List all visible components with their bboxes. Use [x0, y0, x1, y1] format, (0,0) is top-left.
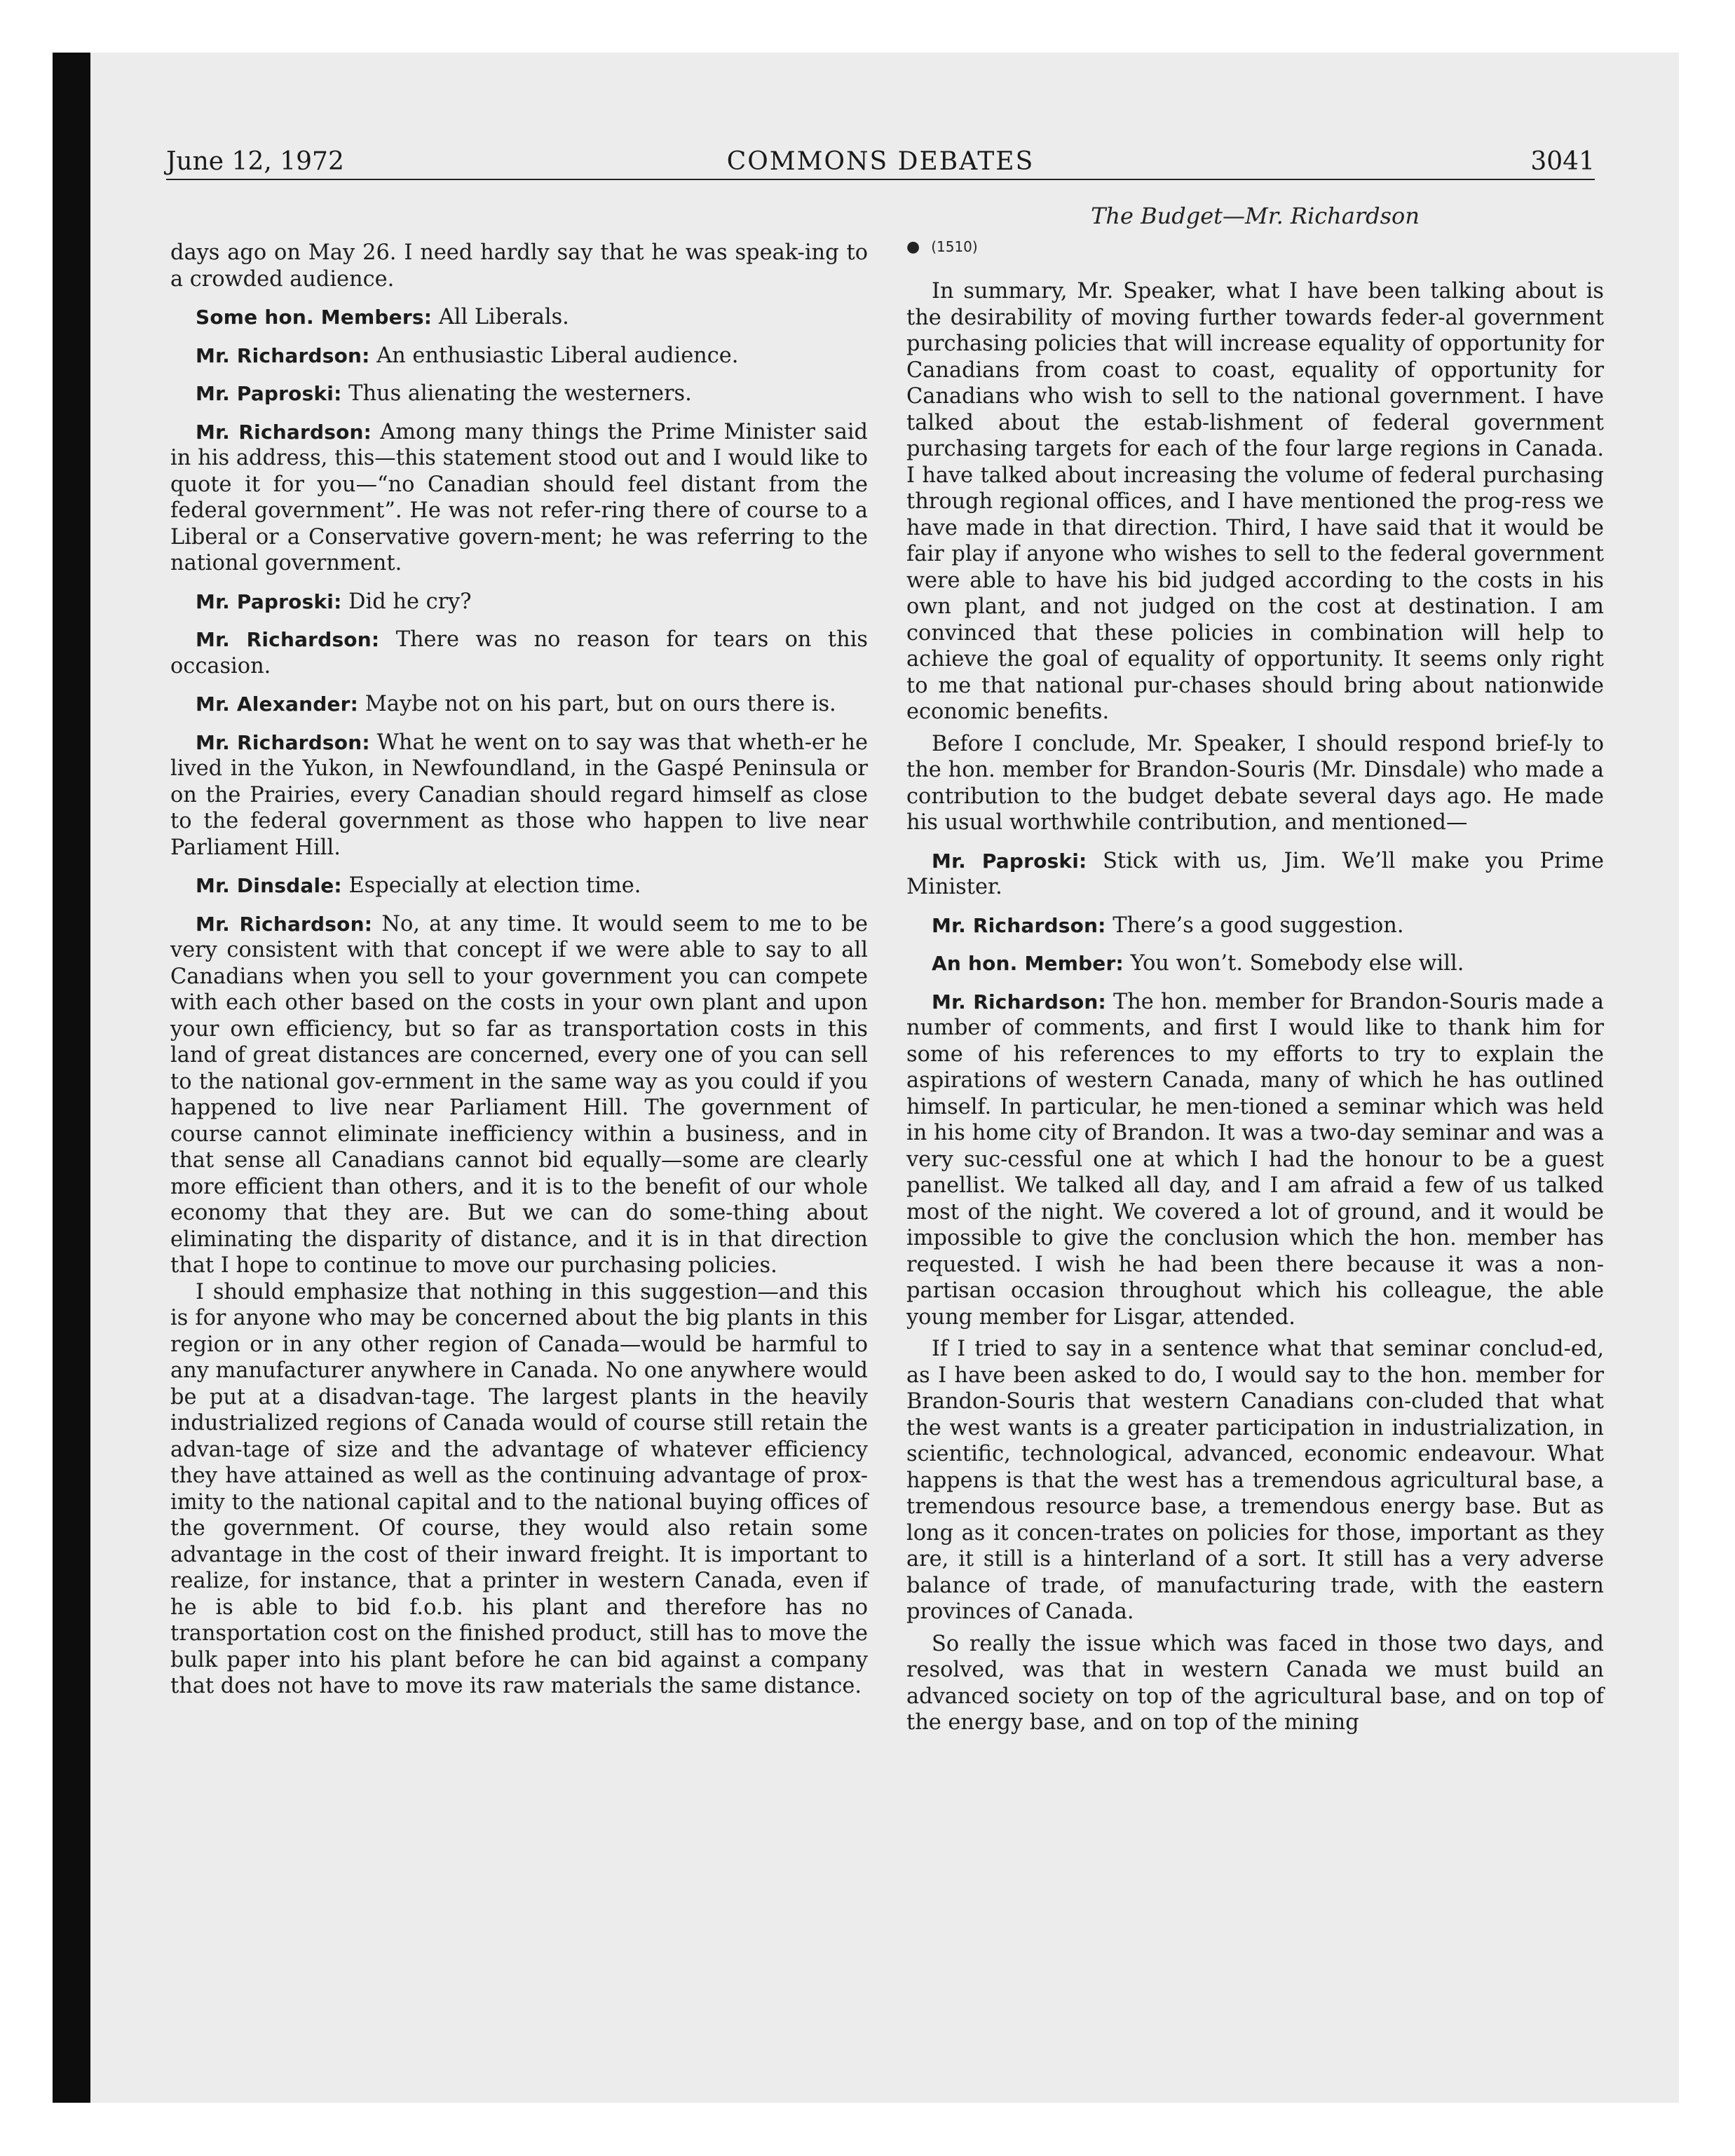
paragraph: I should emphasize that nothing in this suggestion—and this is for anyone who may be concerned about the big plants in this region or in any other region of Canada—would be harmful to any manufacturer anywhere in Canada. No one anywhere would be put at a disadvan-tage. The largest plants in the heavily industrialized regions of Canada would of course still retain the advan-tage of size and the advantage of whatever efficiency they have attained as well as the continuing advantage of prox-imity to the national capital and to the national buying offices of the government. Of course, they would also retain some advantage in the cost of their inward freight. It is important to realize, for instance, that a printer in western Canada, even if he is able to bid f.o.b. his plant and therefore has no transportation cost on the finished product, still has to move the bulk paper into his plant before he can bid against a company that does not have to move its raw materials the same distance. — [170, 1279, 868, 1698]
speaker-paragraph: Some hon. Members: All Liberals. — [196, 305, 569, 329]
time-marker-text: (1510) — [931, 238, 978, 255]
speaker-name: Mr. Paproski: — [196, 589, 342, 613]
speaker-name: Mr. Richardson: — [932, 913, 1106, 937]
paragraph: Before I conclude, Mr. Speaker, I should respond brief-ly to the hon. member for Brandon-Souris (Mr. Dinsdale) who made a contribution to the budget debate several days ago. He made his usual worthwhile contribution, and mentioned— — [906, 731, 1604, 835]
speaker-name: Mr. Richardson: — [932, 990, 1106, 1014]
speaker-paragraph: Mr. Richardson: The hon. member for Brandon-Souris made a number of comments, and first I would like to thank him for some of his references to my efforts to try to explain the aspirations of western Canada, many of which he has outlined himself. In particular, he men-tioned a seminar which was held in his home city of Brandon. It was a two-day seminar and was a very suc-cessful one at which I had the honour to be a guest panellist. We talked all day, and I am afraid a few of us talked most of the night. We covered a lot of ground, and it would be impossible to give the conclusion which the hon. member has requested. I wish he had been there because it was a non-partisan occasion throughout which his colleague, the able young member for Lisgar, attended. — [906, 989, 1604, 1330]
paragraph: days ago on May 26. I need hardly say that he was speak-ing to a crowded audience. — [170, 240, 868, 292]
speaker-name: Mr. Richardson: — [196, 343, 370, 367]
paragraph: So really the issue which was faced in those two days, and resolved, was that in western Canada we must build an advanced society on top of the agricultural base, and on top of the energy base, and on top of the mining — [906, 1631, 1604, 1735]
header-title: COMMONS DEBATES — [726, 147, 1035, 176]
page-header — [166, 144, 1595, 180]
speaker-name: Mr. Richardson: — [196, 912, 373, 936]
speaker-paragraph: Mr. Richardson: There’s a good suggestion. — [932, 913, 1404, 938]
left-column — [170, 240, 868, 1700]
paragraph: In summary, Mr. Speaker, what I have been talking about is the desirability of moving further towards feder-al government purchasing policies that will increase equality of opportunity for Canadians from coast to coast, equality of opportunity for Canadians who wish to sell to the national government. I have talked about the estab-lishment of federal government purchasing targets for each of the four large regions in Canada. I have talked about increasing the volume of federal purchasing through regional offices, and I have mentioned the prog-ress we have made in that direction. Third, I have said that it would be fair play if anyone who wishes to sell to the federal government were able to have his bid judged according to the costs in his own plant, and not judged on the cost at destination. I am convinced that these policies in combination will help to achieve the goal of equality of opportunity. It seems only right to me that national pur-chases should bring about nationwide economic benefits. — [906, 279, 1604, 724]
scan-binding-edge — [53, 53, 90, 2103]
header-page-number: 3041 — [1530, 147, 1595, 176]
speaker-paragraph: Mr. Richardson: Among many things the Prime Minister said in his address, this—this statement stood out and I would like to quote it for you—“no Canadian should feel distant from the federal government”. He was not refer-ring there of course to a Liberal or a Conservative govern-ment; he was referring to the national government. — [170, 419, 868, 575]
paragraph: If I tried to say in a sentence what that seminar conclud-ed, as I have been asked to do, I would say to the hon. member for Brandon-Souris that western Canadians con-cluded that what the west wants is a greater participation in industrialization, in scientific, technological, advanced, economic endeavour. What happens is that the west has a tremendous agricultural base, a tremendous resource base, a tremendous energy base. But as long as it concen-trates on policies for those, important as they are, it still is a hinterland of a sort. It still has a very adverse balance of trade, of manufacturing trade, with the eastern provinces of Canada. — [906, 1337, 1604, 1624]
speaker-name: Mr. Richardson: — [196, 730, 370, 754]
speaker-paragraph: An hon. Member: You won’t. Somebody else will. — [932, 951, 1464, 976]
speaker-name: Mr. Richardson: — [196, 628, 380, 651]
speaker-paragraph: Mr. Richardson: No, at any time. It would seem to me to be very consistent with that concept if we were able to say to all Canadians when you sell to your government you can compete with each other based on the costs in your own plant and upon your own efficiency, but so far as transportation costs in this land of great distances are concerned, every one of you can sell to the national gov-ernment in the same way as you could if you happened to live near Parliament Hill. The government of course cannot eliminate inefficiency within a business, and in that sense all Canadians cannot bid equally—some are clearly more efficient than others, and it is to the benefit of our whole economy that they are. But we can do some-thing about eliminating the disparity of distance, and it is in that direction that I hope to continue to move our purchasing policies. — [170, 911, 868, 1278]
running-head: The Budget—Mr. Richardson — [1091, 203, 1420, 229]
speaker-name: Mr. Richardson: — [196, 420, 372, 444]
speaker-paragraph: Mr. Paproski: Did he cry? — [196, 589, 472, 614]
speaker-paragraph: Mr. Richardson: An enthusiastic Liberal audience. — [196, 343, 739, 368]
speaker-paragraph: Mr. Alexander: Maybe not on his part, but on ours there is. — [196, 692, 836, 716]
bullet-icon: ● — [906, 238, 920, 256]
speaker-paragraph: Mr. Dinsdale: Especially at election time. — [196, 873, 641, 898]
speaker-name: An hon. Member: — [932, 952, 1124, 975]
speaker-name: Mr. Alexander: — [196, 692, 359, 716]
time-marker — [906, 234, 1604, 261]
speaker-name: Some hon. Members: — [196, 306, 433, 329]
speaker-name: Mr. Paproski: — [196, 382, 342, 405]
speaker-paragraph: Mr. Paproski: Stick with us, Jim. We’ll make you Prime Minister. — [906, 848, 1604, 899]
speaker-paragraph: Mr. Richardson: What he went on to say was that wheth-er he lived in the Yukon, in Newfoundland, in the Gaspé Peninsula or on the Prairies, every Canadian should regard himself as close to the federal government as those who happen to live near Parliament Hill. — [170, 730, 868, 860]
right-column — [906, 203, 1604, 1736]
speaker-name: Mr. Dinsdale: — [196, 874, 342, 897]
speaker-paragraph: Mr. Richardson: There was no reason for tears on this occasion. — [170, 627, 868, 678]
speaker-name: Mr. Paproski: — [932, 849, 1087, 873]
speaker-paragraph: Mr. Paproski: Thus alienating the westerners. — [196, 381, 692, 406]
header-date: June 12, 1972 — [166, 147, 344, 176]
